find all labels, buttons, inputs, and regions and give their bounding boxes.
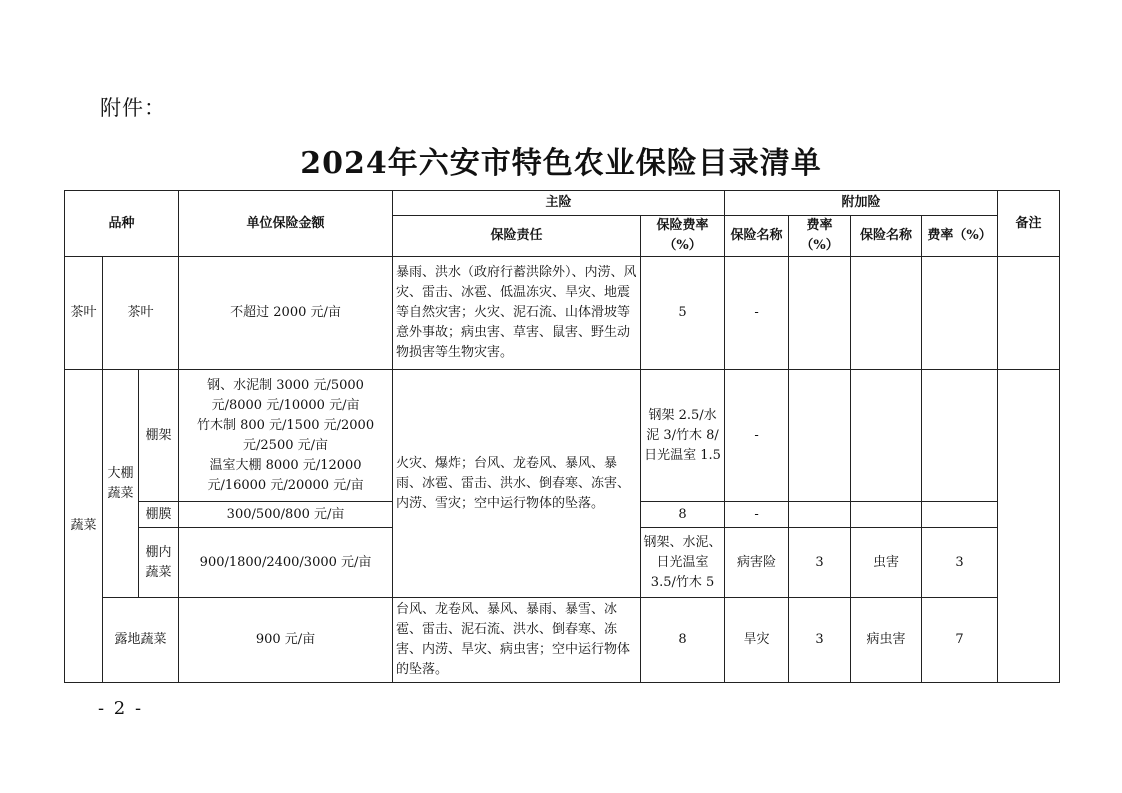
amount-line: 竹木制 800 元/1500 元/2000 元/2500 元/亩 [196,417,375,453]
add-rate-1-cell [789,370,851,502]
header-liability: 保险责任 [393,216,641,257]
document-title: 2024年六安市特色农业保险目录清单 [300,146,822,181]
header-add-rate-1: 费率（%） [789,216,851,257]
remarks-cell [998,257,1060,370]
header-main-rate: 保险费率（%） [641,216,725,257]
add-rate-2-cell: 3 [922,528,998,598]
add-rate-1-cell: 3 [789,598,851,683]
add-rate-2-cell: 7 [922,598,998,683]
rate-cell: 5 [641,257,725,370]
add-name-2-cell [851,257,922,370]
header-add-rate-2: 费率（%） [922,216,998,257]
table-row [65,257,1060,370]
add-name-2-cell [851,370,922,502]
amount-cell: 300/500/800 元/亩 [179,502,393,528]
header-add-name-1: 保险名称 [725,216,789,257]
add-name-2-cell: 病虫害 [851,598,922,683]
add-name-1-cell: 旱灾 [725,598,789,683]
remarks-cell [998,370,1060,683]
amount-cell: 900 元/亩 [179,598,393,683]
category-cell: 蔬菜 [65,370,103,683]
header-unit-amount: 单位保险金额 [179,191,393,257]
rate-cell: 8 [641,598,725,683]
table-row [65,370,1060,502]
rate-cell: 钢架、水泥、日光温室 3.5/竹木 5 [641,528,725,598]
liability-cell: 台风、龙卷风、暴风、暴雨、暴雪、冰雹、雷击、泥石流、洪水、倒春寒、冻害、内涝、旱灾、病虫害；空中运行物体的坠落。 [393,598,641,683]
liability-cell: 暴雨、洪水（政府行蓄洪除外）、内涝、风灾、雷击、冰雹、低温冻灾、旱灾、地震等自然灾害；火灾、泥石流、山体滑坡等意外事故；病虫害、草害、鼠害、野生动物损害等生物灾害。 [393,257,641,370]
variety-cell: 露地蔬菜 [103,598,179,683]
rate-cell: 钢架 2.5/水泥 3/竹木 8/日光温室 1.5 [641,370,725,502]
variety-cell: 茶叶 [103,257,179,370]
rate-cell: 8 [641,502,725,528]
add-rate-2-cell [922,370,998,502]
amount-cell [179,370,393,502]
variety-cell: 棚内蔬菜 [139,528,179,598]
add-name-1-cell: 病害险 [725,528,789,598]
add-name-1-cell: - [725,502,789,528]
add-rate-1-cell [789,257,851,370]
add-name-1-cell: - [725,257,789,370]
add-rate-2-cell [922,257,998,370]
add-name-2-cell: 虫害 [851,528,922,598]
header-variety: 品种 [65,191,179,257]
table-row [65,598,1060,683]
category-cell: 茶叶 [65,257,103,370]
add-rate-1-cell: 3 [789,528,851,598]
amount-cell: 900/1800/2400/3000 元/亩 [179,528,393,598]
amount-line: 温室大棚 8000 元/12000 元/16000 元/20000 元/亩 [207,457,364,493]
greenhouse-group-cell: 大棚蔬菜 [103,370,139,598]
add-rate-1-cell [789,502,851,528]
page-number: - 2 - [98,698,144,719]
header-add-name-2: 保险名称 [851,216,922,257]
amount-cell: 不超过 2000 元/亩 [179,257,393,370]
header-main-insurance: 主险 [393,191,725,216]
attachment-label: 附件： [100,96,166,120]
insurance-catalog-table [64,190,1060,683]
amount-line: 钢、水泥制 3000 元/5000 元/8000 元/10000 元/亩 [207,377,364,413]
variety-cell: 棚架 [139,370,179,502]
header-additional-insurance: 附加险 [725,191,998,216]
add-rate-2-cell [922,502,998,528]
add-name-2-cell [851,502,922,528]
variety-cell: 棚膜 [139,502,179,528]
liability-cell: 火灾、爆炸；台风、龙卷风、暴风、暴雨、冰雹、雷击、洪水、倒春寒、冻害、内涝、雪灾；空中运行物体的坠落。 [393,370,641,598]
header-remarks: 备注 [998,191,1060,257]
add-name-1-cell: - [725,370,789,502]
